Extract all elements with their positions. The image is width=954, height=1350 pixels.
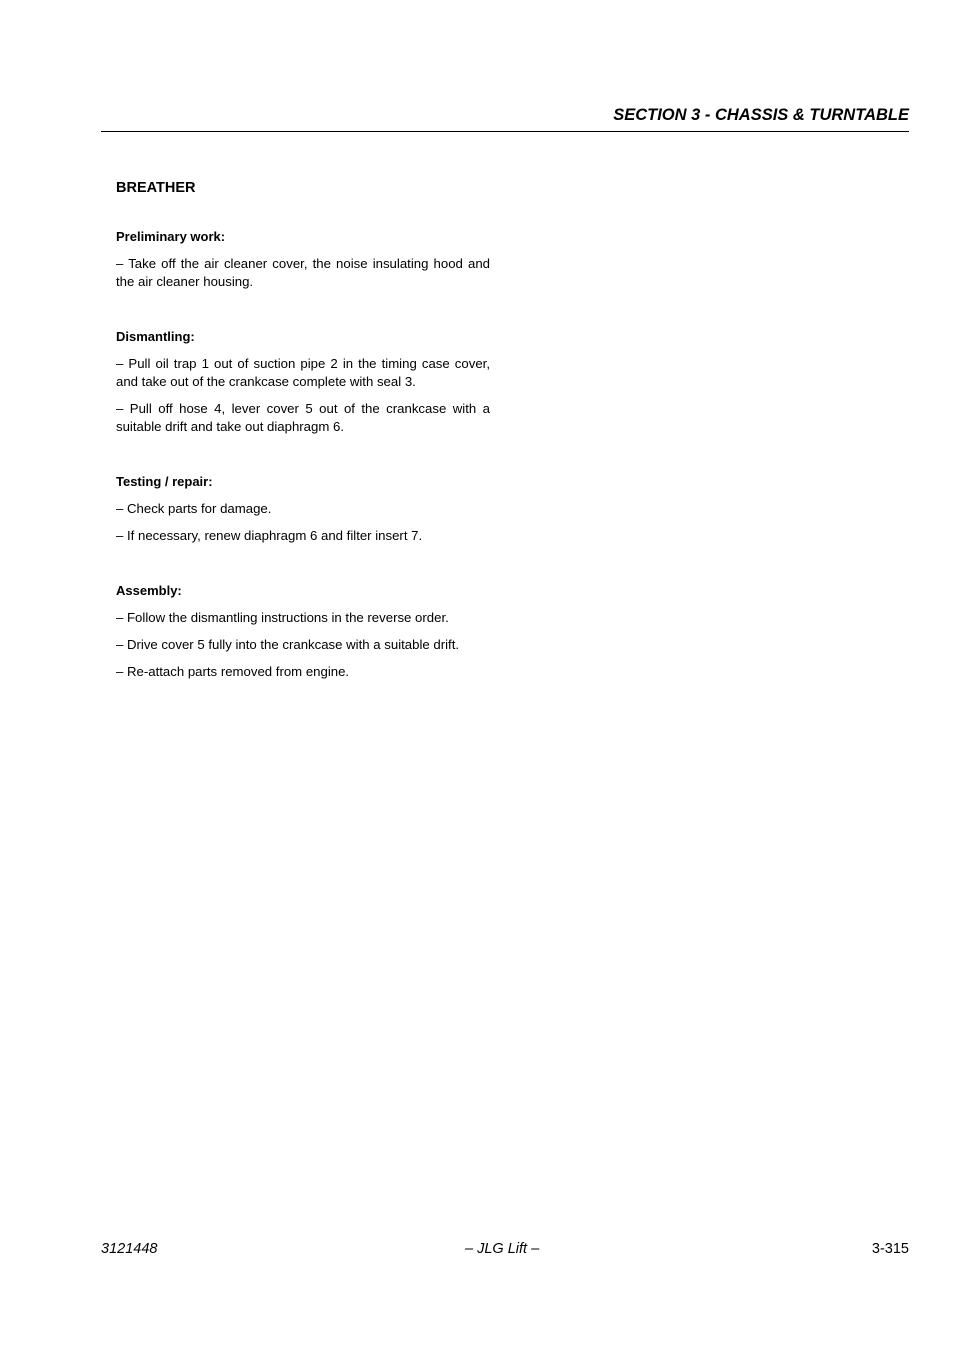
- section-title: SECTION 3 - CHASSIS & TURNTABLE: [613, 106, 909, 124]
- page-number: 3-315: [871, 1241, 909, 1257]
- header-divider: [101, 131, 909, 132]
- main-content: [116, 178, 490, 718]
- dismantling-block: [116, 328, 490, 436]
- testing-repair-block: [116, 473, 490, 545]
- block-heading: Preliminary work:: [116, 229, 226, 244]
- block-heading: Testing / repair:: [116, 474, 213, 489]
- instruction-paragraph: – Drive cover 5 fully into the crankcase with a suitable drift.: [116, 637, 460, 652]
- preliminary-work-block: [116, 228, 490, 291]
- page-title: BREATHER: [116, 180, 196, 196]
- instruction-paragraph: – Pull off hose 4, lever cover 5 out of the crankcase with a suitable drift and take out diaphragm 6.: [116, 401, 490, 434]
- block-heading: Dismantling:: [116, 329, 195, 344]
- publisher-name: – JLG Lift –: [465, 1241, 540, 1257]
- document-number: 3121448: [101, 1241, 158, 1257]
- instruction-paragraph: – Follow the dismantling instructions in the reverse order.: [116, 610, 449, 625]
- assembly-block: [116, 582, 490, 681]
- instruction-paragraph: – Check parts for damage.: [116, 501, 272, 516]
- instruction-paragraph: – Take off the air cleaner cover, the noise insulating hood and the air cleaner housing.: [116, 256, 490, 289]
- instruction-paragraph: – Pull oil trap 1 out of suction pipe 2 in the timing case cover, and take out of the crankcase complete with seal 3.: [116, 356, 490, 389]
- instruction-paragraph: – Re-attach parts removed from engine.: [116, 664, 350, 679]
- instruction-paragraph: – If necessary, renew diaphragm 6 and filter insert 7.: [116, 528, 423, 543]
- block-heading: Assembly:: [116, 583, 182, 598]
